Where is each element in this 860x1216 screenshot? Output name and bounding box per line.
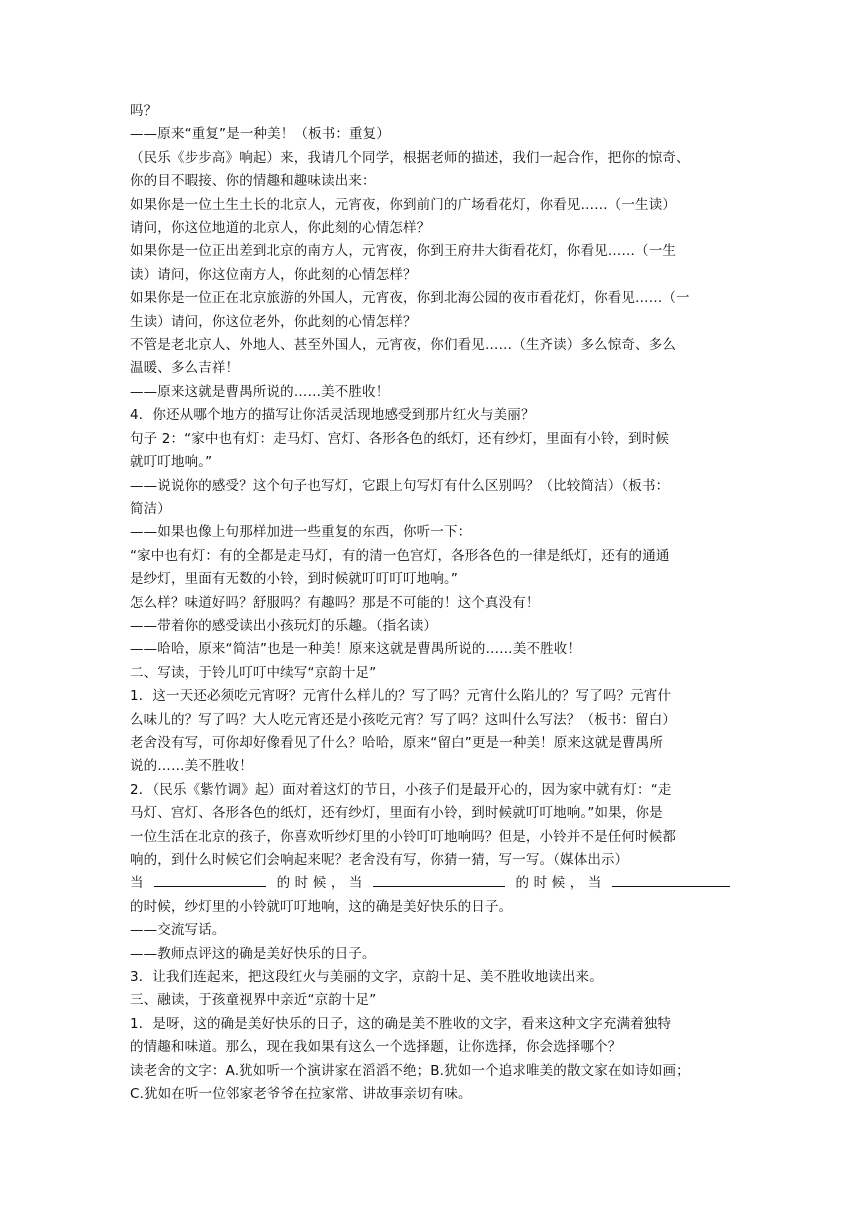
text-line: 吗？ [130,103,158,119]
text-line: ——交流写话。 [130,922,226,939]
section-heading: 二、写读，于铃儿叮叮中续写“京韵十足” [130,664,377,681]
text-line: ——带着你的感受读出小孩玩灯的乐趣。（指名读） [130,617,438,634]
text-line: 么味儿的？写了吗？大人吃元宵还是小孩吃元宵？写了吗？这叫什么写法？（板书：留白） [130,711,676,728]
blank-field[interactable] [154,872,266,887]
section-item-heading: 4．你还从哪个地方的描写让你活灵活现地感受到那片红火与美丽？ [130,407,535,424]
text-line: 生读）请问，你这位老外，你此刻的心情怎样？ [130,313,417,330]
text-line: （民乐《步步高》响起）来，我请几个同学，根据老师的描述，我们一起合作，把你的惊奇、 [130,149,690,166]
text-line: 响的，到什么时候它们会响起来呢？老舍没有写，你猜一猜，写一写。（媒体出示） [130,852,629,868]
text-line: 读）请问，你这位南方人，你此刻的心情怎样？ [130,266,417,283]
text-line: 如果你是一位正在北京旅游的外国人，元宵夜，你到北海公园的夜市看花灯，你看见……（一 [130,290,690,307]
text-line: 怎么样？味道好吗？舒服吗？有趣吗？那是不可能的！这个真没有！ [130,594,540,611]
text-line: 温暖、多么吉祥！ [130,360,240,377]
text-line: 的情趣和味道。那么，现在我如果有这么一个选择题，让你选择，你会选择哪个？ [130,1039,622,1056]
text-line: 说的……美不胜收！ [130,758,253,775]
document-body [130,100,730,1106]
text-line: 读老舍的文字：A.犹如听一个演讲家在滔滔不绝；B.犹如一个追求唯美的散文家在如诗如画； [130,1062,690,1079]
text-line: ——教师点评这的确是美好快乐的日子。 [130,945,376,962]
text-line: “家中也有灯：有的全都是走马灯，有的清一色宫灯，各形各色的一律是纸灯，还有的通通 [130,547,670,564]
text-line: ——原来“重复”是一种美！（板书：重复） [130,126,390,143]
text-line: 马灯、宫灯、各形各色的纸灯，还有纱灯，里面有小铃，到时候就叮叮地响。”如果，你是 [130,805,663,822]
text-line: 2．（民乐《紫竹调》起）面对着这灯的节日，小孩子们是最开心的，因为家中就有灯：“走 [130,781,672,798]
fill-in-text: 的 时 候 ， 当 [515,875,602,892]
text-line: 老舍没有写，可你却好像看见了什么？哈哈，原来“留白”更是一种美！原来这就是曹禺所 [130,734,663,751]
text-line: 句子 2：“家中也有灯：走马灯、宫灯、各形各色的纸灯，还有纱灯，里面有小铃，到时候 [130,430,670,447]
blank-field[interactable] [612,872,730,887]
fill-in-text: 的 时 候 ， 当 [276,875,363,892]
text-line: ——说说你的感受？这个句子也写灯，它跟上句写灯有什么区别吗？（比较简洁）（板书： [130,477,670,494]
text-line: 你的目不暇接、你的情趣和趣味读出来： [130,173,376,190]
text-line: 的时候，纱灯里的小铃就叮叮地响，这的确是美好快乐的日子。 [130,898,513,915]
fill-in-text: 当 [130,875,144,892]
text-line: 不管是老北京人、外地人、甚至外国人，元宵夜，你们看见……（生齐读）多么惊奇、多么 [130,337,676,354]
text-line: 如果你是一位正出差到北京的南方人，元宵夜，你到王府井大街看花灯，你看见……（一生 [130,243,676,260]
text-line: ——如果也像上句那样加进一些重复的东西，你听一下： [130,524,472,541]
text-line: 简洁） [130,500,171,517]
text-line: 就叮叮地响。” [130,454,213,471]
fill-in-blank-line [130,872,730,895]
text-line: 1．这一天还必须吃元宵呀？元宵什么样儿的？写了吗？元宵什么陷儿的？写了吗？元宵什 [130,688,672,705]
text-line: 请问，你这位地道的北京人，你此刻的心情怎样？ [130,220,431,237]
text-line: 1．是呀，这的确是美好快乐的日子，这的确是美不胜收的文字，看来这种文字充满着独特 [130,1015,672,1032]
text-line: ——原来这就是曹禺所说的……美不胜收！ [130,383,390,400]
text-line: 是纱灯，里面有无数的小铃，到时候就叮叮叮叮地响。” [130,571,458,588]
blank-field[interactable] [373,872,505,887]
section-heading: 三、融读，于孩童视界中亲近“京韵十足” [130,992,377,1009]
text-line: 一位生活在北京的孩子，你喜欢听纱灯里的小铃叮叮地响吗？但是，小铃并不是任何时候都 [130,828,676,845]
text-line: 3．让我们连起来，把这段红火与美丽的文字，京韵十足、美不胜收地读出来。 [130,969,603,986]
text-line: C.犹如在听一位邻家老爷爷在拉家常、讲故事亲切有味。 [130,1086,472,1103]
text-line: 如果你是一位土生土长的北京人，元宵夜，你到前门的广场看花灯，你看见……（一生读） [130,196,676,213]
text-line: ——哈哈，原来“简洁”也是一种美！原来这就是曹禺所说的……美不胜收！ [130,641,582,658]
